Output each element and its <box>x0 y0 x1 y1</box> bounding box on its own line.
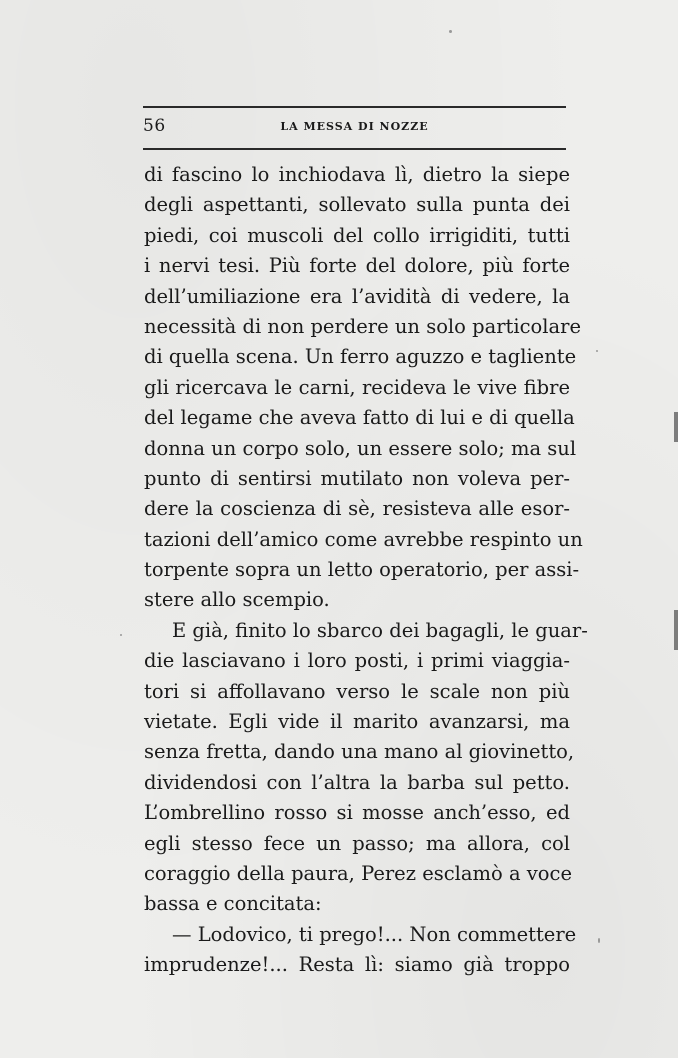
text-line: di fascino lo inchiodava lì, dietro la siepe <box>144 163 570 186</box>
header-rule-bottom <box>143 148 566 150</box>
text-line: dere la coscienza di sè, resisteva alle esor- <box>144 497 570 521</box>
text-line: tori si affollavano verso le scale non più <box>144 679 570 703</box>
text-line: egli stesso fece un passo; ma allora, col <box>144 831 570 855</box>
paper-speck <box>596 350 598 352</box>
text-line: tazioni dell’amico come avrebbe respinto un <box>144 527 583 551</box>
paper-speck <box>120 634 122 636</box>
text-line: degli aspettanti, sollevato sulla punta dei <box>144 193 570 217</box>
text-line: necessità di non perdere un solo particolare <box>144 314 581 338</box>
text-line: vietate. Egli vide il marito avanzarsi, ma <box>144 710 570 734</box>
text-line: dell’umiliazione era l’avidità di vedere, la <box>144 284 570 308</box>
text-line: die lasciavano i loro posti, i primi viaggia- <box>144 649 570 673</box>
text-line: donna un corpo solo, un essere solo; ma sul <box>144 436 577 460</box>
text-line: gli ricercava le carni, recideva le vive fibre <box>144 375 570 399</box>
text-line: coraggio della paura, Perez esclamò a voce <box>144 861 573 885</box>
text-line-paragraph-end: stere allo scempio. <box>144 588 330 612</box>
page-edge-mark <box>674 610 678 650</box>
text-line: punto di sentirsi mutilato non voleva per- <box>144 466 570 490</box>
page-number: 56 <box>143 116 166 136</box>
running-title: LA MESSA DI NOZZE <box>280 120 429 133</box>
text-line: del legame che aveva fatto di lui e di quella <box>144 406 575 430</box>
paper-speck <box>449 30 452 33</box>
text-line-paragraph-end: bassa e concitata: <box>144 892 322 916</box>
text-line: piedi, coi muscoli del collo irrigiditi, tutti <box>144 223 570 247</box>
text-line: dividendosi con l’altra la barba sul petto. <box>144 770 570 794</box>
text-line: di quella scena. Un ferro aguzzo e tagliente <box>144 345 577 369</box>
body-text <box>144 160 588 981</box>
text-line-paragraph-start: E già, finito lo sbarco dei bagagli, le guar- <box>172 618 588 642</box>
text-line-paragraph-start: — Lodovico, ti prego!... Non commettere <box>172 922 577 946</box>
text-line: L’ombrellino rosso si mosse anch’esso, ed <box>144 801 570 825</box>
text-line: torpente sopra un letto operatorio, per assi- <box>144 558 580 582</box>
text-line: senza fretta, dando una mano al giovinetto, <box>144 740 575 764</box>
page-header <box>143 116 566 140</box>
paper-speck <box>598 938 600 943</box>
text-line: imprudenze!... Resta lì: siamo già troppo <box>144 953 570 977</box>
text-line: i nervi tesi. Più forte del dolore, più forte <box>144 254 570 278</box>
header-rule-top <box>143 106 566 108</box>
page-edge-mark <box>674 412 678 442</box>
